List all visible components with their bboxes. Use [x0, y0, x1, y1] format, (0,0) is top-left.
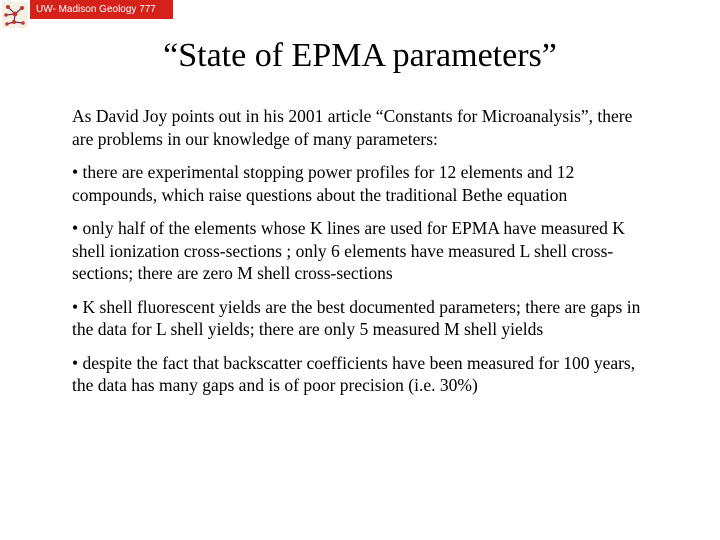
intro-paragraph: As David Joy points out in his 2001 article “Constants for Microanalysis”, there are problems in our knowledge of many parameters:	[72, 106, 633, 149]
bullet-backscatter-coefficients: • despite the fact that backscatter coefficients have been measured for 100 years, the data has many gaps and is of poor precision (i.e. 30%)	[72, 352, 636, 395]
molecule-logo-icon	[2, 2, 28, 28]
slide-title: “State of EPMA parameters”	[163, 37, 557, 74]
slide-body	[72, 105, 647, 408]
bullet-fluorescent-yields: • K shell fluorescent yields are the best documented parameters; there are gaps in the data for L shell yields; there are only 5 measured M shell yields	[72, 296, 641, 339]
bullet-ionization-cross-sections: • only half of the elements whose K lines are used for EPMA have measured K shell ionization cross-sections ; only 6 elements have measured L shell cross-sections; there are zero M shell cross-sections	[72, 218, 625, 283]
course-banner: UW- Madison Geology 777	[30, 0, 173, 19]
bullet-stopping-power: • there are experimental stopping power profiles for 12 elements and 12 compounds, which raise questions about the traditional Bethe equation	[72, 162, 575, 205]
